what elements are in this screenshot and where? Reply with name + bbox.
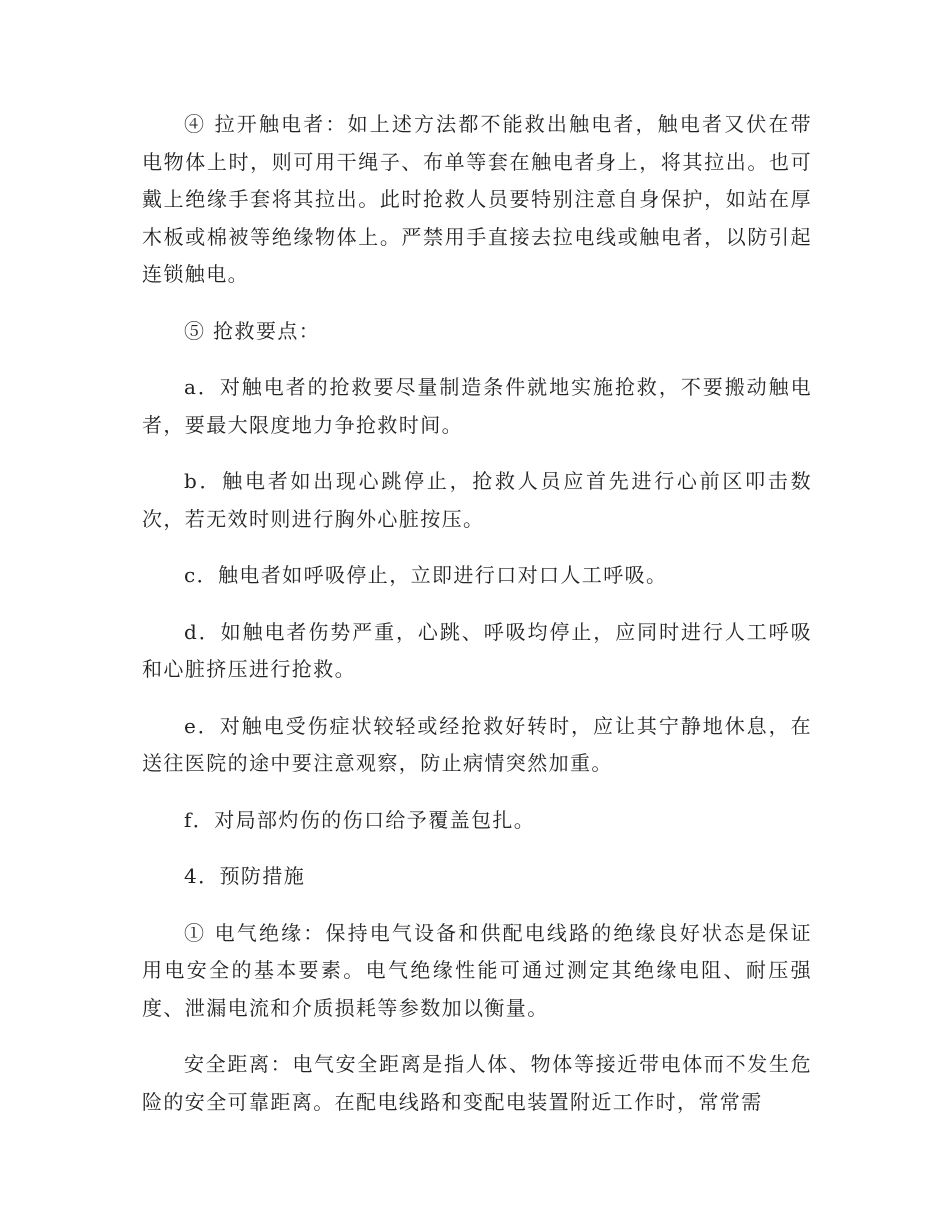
- document-page: [142, 106, 812, 1140]
- paragraph-electrical-insulation: ① 电气绝缘：保持电气设备和供配电线路的绝缘良好状态是保证用电安全的基本要素。电气绝缘性能可通过测定其绝缘电阻、耐压强度、泄漏电流和介质损耗等参数加以衡量。: [142, 920, 812, 1020]
- paragraph-item-f: f．对局部灼伤的伤口给予覆盖包扎。: [184, 807, 536, 832]
- paragraph-item-d: d．如触电者伤势严重，心跳、呼吸均停止，应同时进行人工呼吸和心脏挤压进行抢救。: [142, 619, 812, 681]
- section-heading-prevention: 4．预防措施: [184, 864, 306, 888]
- paragraph-item-e: e．对触电受伤症状较轻或经抢救好转时，应让其宁静地休息，在送往医院的途中要注意观察，防止病情突然加重。: [142, 713, 812, 775]
- paragraph-pull-away-victim: ④ 拉开触电者：如上述方法都不能救出触电者，触电者又伏在带电物体上时，则可用干绳子、布单等套在触电者身上，将其拉出。也可戴上绝缘手套将其拉出。此时抢救人员要特别注意自身保护，如站在厚木板或棉被等绝缘物体上。严禁用手直接去拉电线或触电者，以防引起连锁触电。: [142, 112, 812, 286]
- paragraph-item-c: c．触电者如呼吸停止，立即进行口对口人工呼吸。: [184, 563, 668, 587]
- paragraph-rescue-points-heading: ⑤ 抢救要点：: [184, 318, 321, 343]
- paragraph-item-a: a．对触电者的抢救要尽量制造条件就地实施抢救，不要搬动触电者，要最大限度地力争抢救时间。: [142, 375, 812, 437]
- paragraph-item-b: b．触电者如出现心跳停止，抢救人员应首先进行心前区叩击数次，若无效时则进行胸外心脏按压。: [142, 469, 812, 531]
- paragraph-safe-distance: 安全距离：电气安全距离是指人体、物体等接近带电体而不发生危险的安全可靠距离。在配电线路和变配电装置附近工作时，常常需: [142, 1052, 812, 1114]
